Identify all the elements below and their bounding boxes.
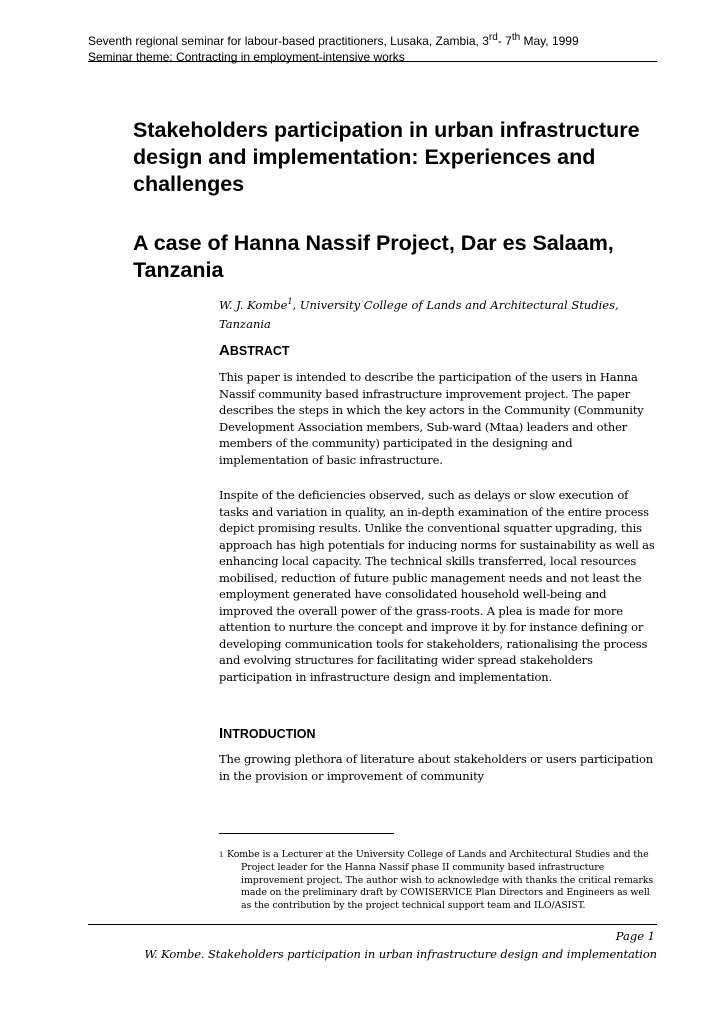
footnote xyxy=(219,849,659,913)
footnote-divider xyxy=(219,833,394,834)
section-heading-introduction xyxy=(219,725,316,742)
abstract-paragraph-1: This paper is intended to describe the participation of the users in Hanna Nassif community based infrastructure improvement project. The paper describes the steps in which the key actors in the Community (Community Development Association members, Sub-ward (Mtaa) leaders and other members of the community) participated in the designing and implementation of basic infrastructure. xyxy=(219,370,644,467)
footnote-number: 1 xyxy=(219,851,224,859)
header-divider xyxy=(88,61,657,62)
heading-initial: A xyxy=(219,342,230,359)
paper-subtitle: A case of Hanna Nassif Project, Dar es Salaam, Tanzania xyxy=(133,231,614,282)
header-theme-line: Seminar theme: Contracting in employment-intensive works xyxy=(88,50,405,64)
author-affiliation: , University College of Lands and Architectural Studies, Tanzania xyxy=(219,297,619,331)
paper-title: Stakeholders participation in urban infrastructure design and implementation: Experiences and challenges xyxy=(133,118,640,196)
author-name: W. J. Kombe xyxy=(219,297,288,312)
footnote-marker: 1 xyxy=(287,297,293,306)
header-superscript-rd: rd xyxy=(488,32,498,43)
header-text-prefix: Seventh regional seminar for labour-based practitioners, Lusaka, Zambia, 3 xyxy=(88,34,489,48)
header-superscript-th: th xyxy=(511,32,521,43)
introduction-paragraph-1: The growing plethora of literature about stakeholders or users participation in the provision or improvement of community xyxy=(219,752,654,783)
header-text-suffix: May, 1999 xyxy=(520,34,579,48)
author-line xyxy=(219,292,659,334)
heading-initial: I xyxy=(219,725,224,742)
footnote-text: Kombe is a Lecturer at the University College of Lands and Architectural Studies and the Project leader for the Hanna Nassif phase II community based infrastructure improvement project. The author wish to acknowledge with thanks the critical remarks made on the preliminary draft by COWISERVICE Plan Directors and Engineers as well as the contribution by the project technical support team and ILO/ASIST. xyxy=(227,849,654,912)
running-header xyxy=(88,30,657,65)
running-footer: W. Kombe. Stakeholders participation in urban infrastructure design and implementation xyxy=(144,947,657,961)
heading-rest: BSTRACT xyxy=(229,344,290,358)
header-text-mid: - 7 xyxy=(497,34,512,48)
page-number: Page 1 xyxy=(615,929,655,943)
heading-rest: NTRODUCTION xyxy=(223,727,316,741)
footer-divider xyxy=(88,924,657,925)
section-heading-abstract xyxy=(219,342,290,359)
header-seminar-line xyxy=(88,30,657,49)
abstract-paragraph-2: Inspite of the deficiencies observed, such as delays or slow execution of tasks and variation in quality, an in-depth examination of the entire process depict promising results. Unlike the conventional squatter upgrading, this approach has high potentials for inducing norms for sustainability as well as enhancing local capacity. The technical skills transferred, local resources mobilised, reduction of future public management needs and not least the employment generated have consolidated household well-being and improved the overall power of the grass-roots. A plea is made for more attention to nurture the concept and improve it by for instance defining or developing communication tools for stakeholders, rationalising the process and evolving structures for facilitating wider spread stakeholders participation in infrastructure design and implementation. xyxy=(219,488,655,684)
